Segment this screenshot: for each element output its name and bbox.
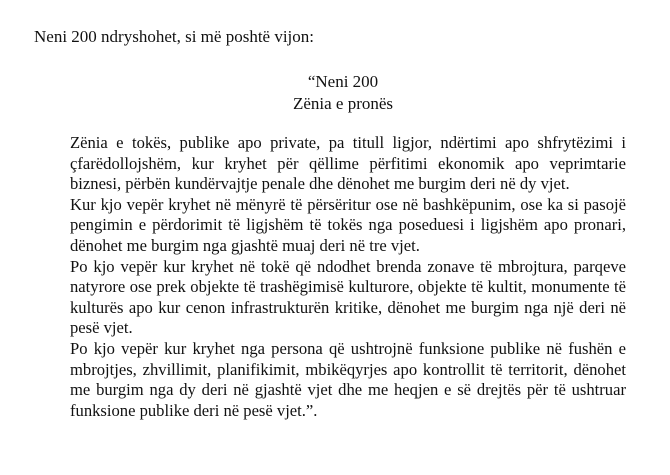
article-number: “Neni 200 — [307, 72, 379, 91]
intro-sentence: Neni 200 ndryshohet, si më poshtë vijon: — [34, 27, 315, 46]
paragraph-2: Kur kjo vepër kryhet në mënyrë të përsëritur ose në bashkëpunim, ose ka si pasojë pengimin e përdorimit të ligjshëm të tokës nga poseduesi i ligjshëm apo pronari, dënohet me burgim nga gjashtë muaj deri në tre vjet. — [70, 194, 626, 255]
article-body — [70, 133, 626, 421]
paragraph-3: Po kjo vepër kur kryhet në tokë që ndodhet brenda zonave të mbrojtura, parqeve natyrore ose prek objekte të trashëgimisë kulturore, objekte të kultit, monumente të kulturës apo kur cenon infrastrukturën kritike, dënohet me burgim nga një deri në pesë vjet. — [70, 256, 626, 338]
paragraph-1: Zënia e tokës, publike apo private, pa titull ligjor, ndërtimi apo shfrytëzimi i çfarëdollojshëm, kur kryhet për qëllime përfitimi ekonomik apo veprimtarie biznesi, përbën kundërvajtje penale dhe dënohet me burgim deri në dy vjet. — [70, 133, 626, 194]
article-title: Zënia e pronës — [292, 94, 394, 113]
paragraph-4: Po kjo vepër kur kryhet nga persona që ushtrojnë funksione publike në fushën e mbrojtjes, zhvillimit, planifikimit, mbikëqyrjes apo kontrollit të territorit, dënohet me burgim nga dy deri në gjashtë vjet dhe me heqjen e së drejtës për të ushtruar funksione publike deri në pesë vjet.”. — [70, 338, 626, 420]
